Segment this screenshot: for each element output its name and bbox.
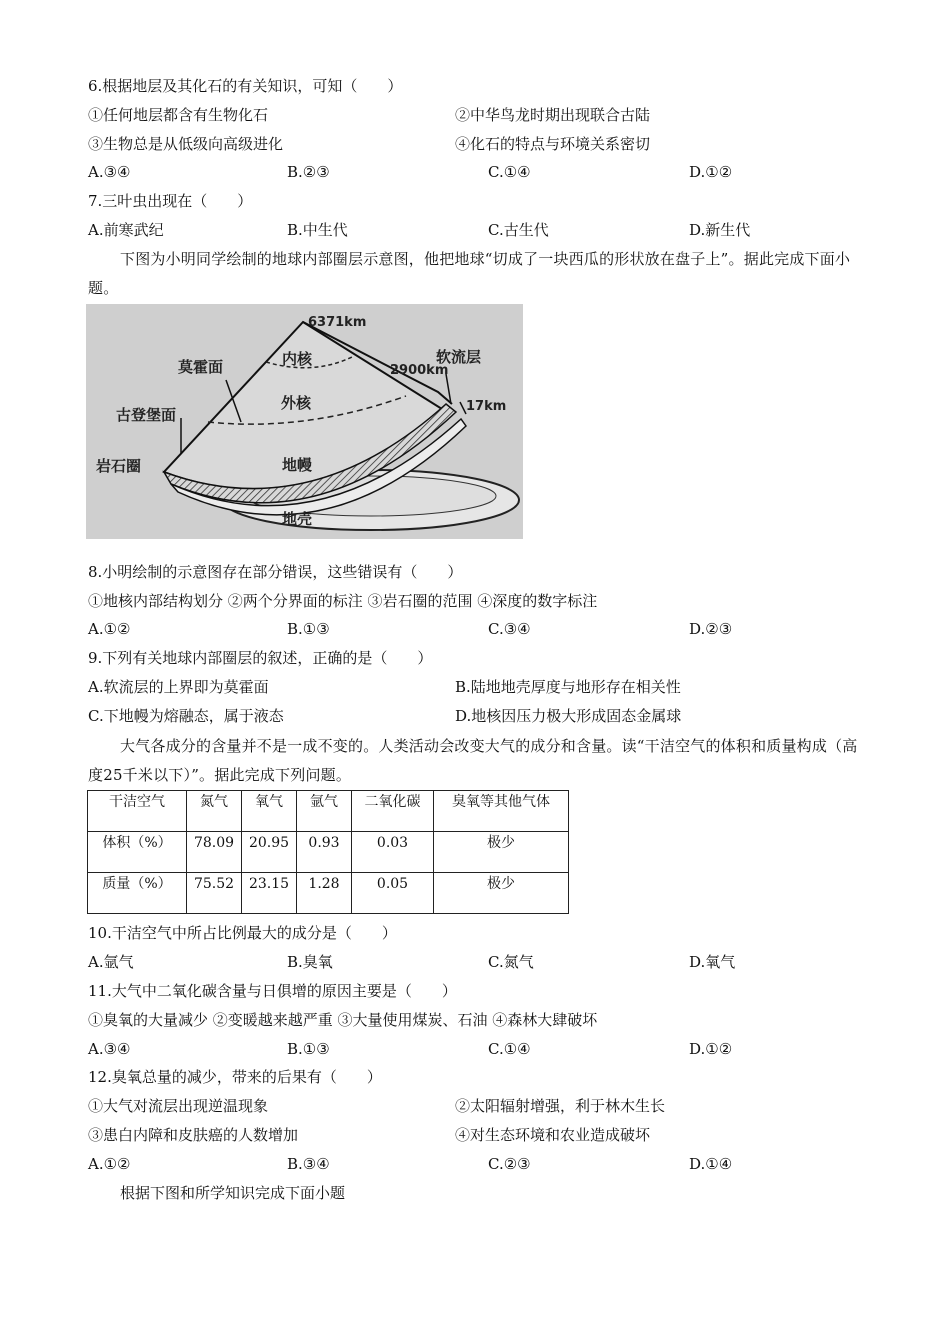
table-cell: 质量（%） xyxy=(88,873,187,914)
table-header-cell: 氮气 xyxy=(187,791,242,832)
label-gutenberg: 古登堡面 xyxy=(116,406,177,424)
q6-item-3: ③生物总是从低级向高级进化 xyxy=(88,135,284,153)
table-cell: 75.52 xyxy=(187,873,242,914)
q9-option-d: D.地核因压力极大形成固态金属球 xyxy=(455,707,682,725)
q6-stem: 6.根据地层及其化石的有关知识，可知（ ） xyxy=(88,77,403,95)
table-cell: 极少 xyxy=(434,832,569,873)
q11-option-b: B.①③ xyxy=(287,1040,330,1058)
q8-option-a: A.①② xyxy=(88,620,131,638)
q10-option-a: A.氩气 xyxy=(88,953,134,971)
q10-stem: 10.干洁空气中所占比例最大的成分是（ ） xyxy=(88,924,397,942)
q12-option-b: B.③④ xyxy=(287,1155,330,1173)
table-row xyxy=(88,832,569,873)
label-2900: 2900km xyxy=(390,363,449,378)
label-inner-core: 内核 xyxy=(282,350,313,368)
q9-option-b: B.陆地地壳厚度与地形存在相关性 xyxy=(455,678,681,696)
q11-option-d: D.①② xyxy=(689,1040,733,1058)
label-mantle: 地幔 xyxy=(282,456,313,474)
q6-item-1: ①任何地层都含有生物化石 xyxy=(88,106,269,124)
label-crust: 地壳 xyxy=(282,510,313,528)
q10-option-c: C.氮气 xyxy=(488,953,534,971)
q11-stem: 11.大气中二氧化碳含量与日俱增的原因主要是（ ） xyxy=(88,982,457,1000)
label-moho: 莫霍面 xyxy=(178,358,224,376)
q7-stem: 7.三叶虫出现在（ ） xyxy=(88,192,253,210)
q7-option-b: B.中生代 xyxy=(287,221,348,239)
table-header-cell: 氩气 xyxy=(297,791,352,832)
q6-item-4: ④化石的特点与环境关系密切 xyxy=(455,135,651,153)
q10-option-d: D.氧气 xyxy=(689,953,736,971)
table-header-cell: 氧气 xyxy=(242,791,297,832)
table-cell: 23.15 xyxy=(242,873,297,914)
q9-option-a: A.软流层的上界即为莫霍面 xyxy=(88,678,269,696)
label-17: 17km xyxy=(466,399,507,414)
q7-option-c: C.古生代 xyxy=(488,221,549,239)
table-cell: 20.95 xyxy=(242,832,297,873)
dry-air-table xyxy=(87,790,569,914)
table-cell: 0.05 xyxy=(352,873,434,914)
q12-item-1: ①大气对流层出现逆温现象 xyxy=(88,1097,269,1115)
q8-option-b: B.①③ xyxy=(287,620,330,638)
table-header-row xyxy=(88,791,569,832)
q6-option-c: C.①④ xyxy=(488,163,531,181)
q9-stem: 9.下列有关地球内部圈层的叙述，正确的是（ ） xyxy=(88,649,433,667)
label-lithosphere: 岩石圈 xyxy=(96,457,142,475)
q8-option-c: C.③④ xyxy=(488,620,531,638)
q11-option-c: C.①④ xyxy=(488,1040,531,1058)
q12-option-d: D.①④ xyxy=(689,1155,733,1173)
table-row xyxy=(88,873,569,914)
intro-passage-3: 根据下图和所学知识完成下面小题 xyxy=(120,1184,346,1202)
q12-item-3: ③患白内障和皮肤癌的人数增加 xyxy=(88,1126,299,1144)
q6-option-b: B.②③ xyxy=(287,163,330,181)
label-asthenosphere: 软流层 xyxy=(436,348,482,366)
table-cell: 78.09 xyxy=(187,832,242,873)
table-cell: 0.03 xyxy=(352,832,434,873)
q11-option-a: A.③④ xyxy=(88,1040,131,1058)
table-cell: 极少 xyxy=(434,873,569,914)
q10-option-b: B.臭氧 xyxy=(287,953,333,971)
q7-option-a: A.前寒武纪 xyxy=(88,221,164,239)
q12-option-c: C.②③ xyxy=(488,1155,531,1173)
earth-interior-diagram xyxy=(86,304,523,539)
intro-passage-1: 下图为小明同学绘制的地球内部圈层示意图，他把地球“切成了一块西瓜的形状放在盘子上”。据此完成下面小题。 xyxy=(88,250,851,297)
q8-option-d: D.②③ xyxy=(689,620,733,638)
table-header-cell: 干洁空气 xyxy=(88,791,187,832)
q7-option-d: D.新生代 xyxy=(689,221,751,239)
table-cell: 体积（%） xyxy=(88,832,187,873)
q8-items: ①地核内部结构划分 ②两个分界面的标注 ③岩石圈的范围 ④深度的数字标注 xyxy=(88,592,598,610)
earth-interior-figure xyxy=(86,304,523,539)
table-header-cell: 二氧化碳 xyxy=(352,791,434,832)
q12-item-2: ②太阳辐射增强，利于林木生长 xyxy=(455,1097,666,1115)
q12-item-4: ④对生态环境和农业造成破坏 xyxy=(455,1126,651,1144)
q6-option-a: A.③④ xyxy=(88,163,131,181)
q6-item-2: ②中华鸟龙时期出现联合古陆 xyxy=(455,106,651,124)
label-outer-core: 外核 xyxy=(281,394,312,412)
q8-stem: 8.小明绘制的示意图存在部分错误，这些错误有（ ） xyxy=(88,563,463,581)
table-header-cell: 臭氧等其他气体 xyxy=(434,791,569,832)
q6-option-d: D.①② xyxy=(689,163,733,181)
q12-stem: 12.臭氧总量的减少，带来的后果有（ ） xyxy=(88,1068,382,1086)
q9-option-c: C.下地幔为熔融态，属于液态 xyxy=(88,707,284,725)
table-cell: 1.28 xyxy=(297,873,352,914)
q11-items: ①臭氧的大量减少 ②变暖越来越严重 ③大量使用煤炭、石油 ④森林大肆破坏 xyxy=(88,1011,598,1029)
intro-passage-2: 大气各成分的含量并不是一成不变的。人类活动会改变大气的成分和含量。读“干洁空气的体积和质量构成（高度25千米以下）”。据此完成下列问题。 xyxy=(88,737,858,784)
label-6371: 6371km xyxy=(308,315,367,330)
q12-option-a: A.①② xyxy=(88,1155,131,1173)
table-cell: 0.93 xyxy=(297,832,352,873)
